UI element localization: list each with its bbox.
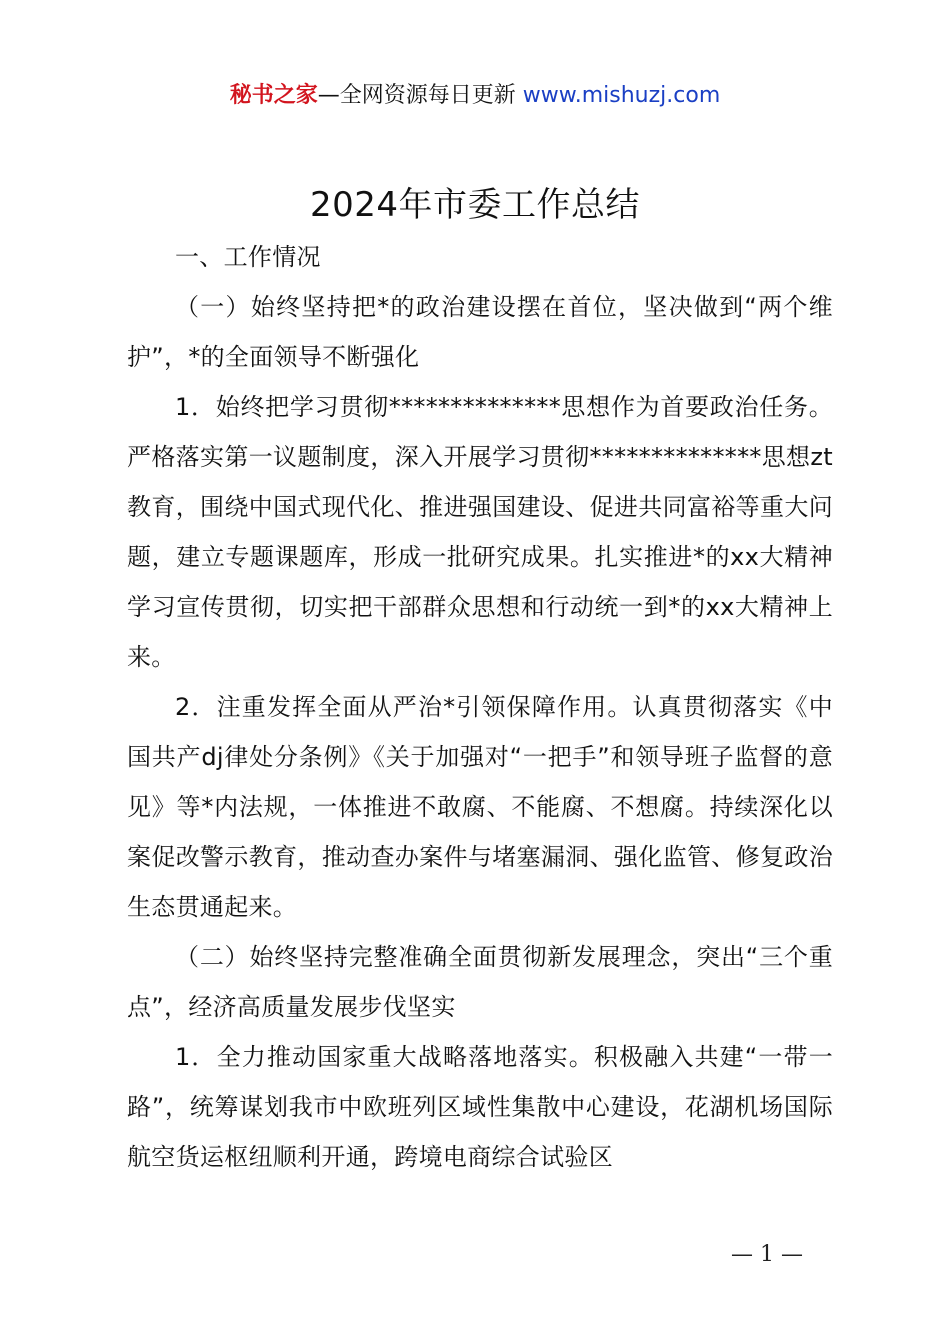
document-body: [127, 232, 833, 1182]
subsection-heading: （一）始终坚持把*的政治建设摆在首位，坚决做到“两个维护”，*的全面领导不断强化: [127, 293, 833, 371]
body-paragraph: 1．全力推动国家重大战略落地落实。积极融入共建“一带一路”，统筹谋划我市中欧班列区域性集散中心建设，花湖机场国际航空货运枢纽顺利开通，跨境电商综合试验区: [127, 1043, 833, 1171]
site-slogan: —全网资源每日更新: [317, 83, 516, 108]
subsection-heading: （二）始终坚持完整准确全面贯彻新发展理念，突出“三个重点”，经济高质量发展步伐坚实: [127, 943, 833, 1021]
section-heading: 一、工作情况: [175, 243, 321, 271]
body-paragraph: 1．始终把学习贯彻**************思想作为首要政治任务。严格落实第一议题制度，深入开展学习贯彻**************思想zt教育，围绕中国式现代化、推进强国建设、促进共同富裕等重大问题，建立专题课题库，形成一批研究成果。扎实推进*的xx大精神学习宣传贯彻，切实把干部群众思想和行动统一到*的xx大精神上来。: [127, 393, 833, 671]
site-banner: [0, 80, 950, 112]
site-url-link[interactable]: www.mishuzj.com: [515, 83, 721, 108]
body-paragraph: 2．注重发挥全面从严治*引领保障作用。认真贯彻落实《中国共产dj律处分条例》《关于加强对“一把手”和领导班子监督的意见》等*内法规，一体推进不敢腐、不能腐、不想腐。持续深化以案促改警示教育，推动查办案件与堵塞漏洞、强化监管、修复政治生态贯通起来。: [127, 693, 833, 921]
site-brand-name: 秘书之家: [229, 83, 318, 108]
page-number: — 1 —: [731, 1242, 803, 1267]
document-title: 2024年市委工作总结: [309, 185, 641, 225]
